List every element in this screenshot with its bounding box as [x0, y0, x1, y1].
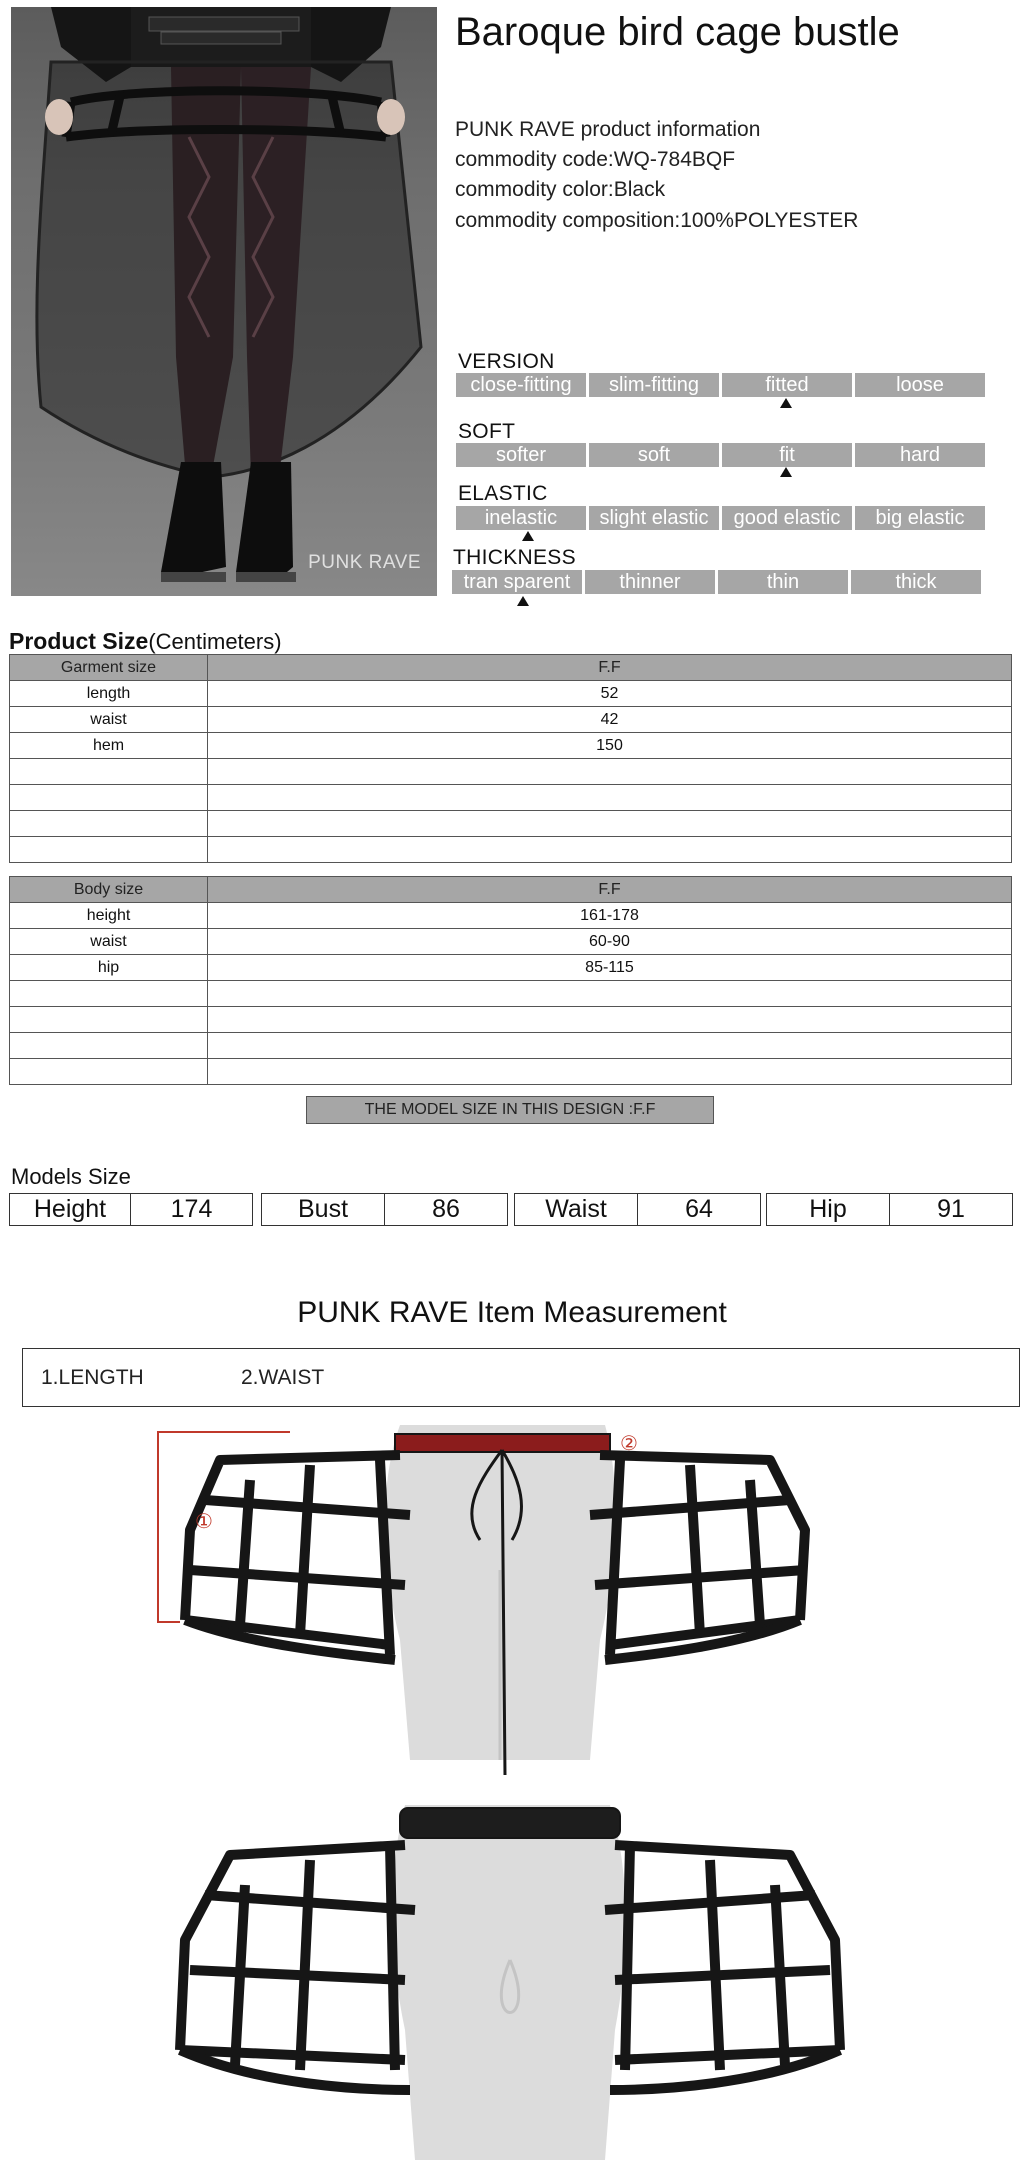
photo-watermark: PUNK RAVE: [308, 552, 421, 573]
table-row: [10, 785, 1012, 811]
models-size-waist: [514, 1193, 761, 1226]
measurement-photo-back-illustration: [160, 1800, 860, 2160]
table-header-row: [10, 655, 1012, 681]
body-size-table: [9, 876, 1012, 1085]
models-size-value: 86: [385, 1193, 508, 1226]
table-cell: [208, 981, 1012, 1007]
table-cell: [10, 837, 208, 863]
elastic-scale: [456, 506, 985, 530]
table-cell: [208, 811, 1012, 837]
models-size-value: 174: [131, 1193, 253, 1226]
commodity-color-label: commodity color:: [455, 178, 614, 201]
commodity-code-line: [455, 148, 735, 172]
length-marker: ①: [195, 1509, 213, 1533]
models-size-height: [9, 1193, 253, 1226]
version-option: close-fitting: [456, 373, 586, 397]
table-cell: [10, 785, 208, 811]
elastic-selected-marker-icon: [522, 531, 534, 541]
model-size-note: THE MODEL SIZE IN THIS DESIGN :F.F: [306, 1096, 714, 1124]
models-size-label: Waist: [514, 1193, 638, 1226]
table-cell: [10, 759, 208, 785]
models-size-label: Bust: [261, 1193, 385, 1226]
measurement-legend: [22, 1348, 1020, 1407]
version-label: VERSION: [458, 350, 555, 373]
table-cell: waist: [10, 707, 208, 733]
table-cell: 85-115: [208, 955, 1012, 981]
table-row: [10, 707, 1012, 733]
table-header-row: [10, 877, 1012, 903]
table-row: [10, 811, 1012, 837]
table-cell: [10, 1033, 208, 1059]
elastic-option: inelastic: [456, 506, 586, 530]
thickness-selected-marker-icon: [517, 596, 529, 606]
info-heading: PUNK RAVE product information: [455, 118, 761, 141]
table-cell: [208, 837, 1012, 863]
table-cell: [208, 1059, 1012, 1085]
soft-option: hard: [855, 443, 985, 467]
thickness-option: thinner: [585, 570, 715, 594]
table-row: [10, 733, 1012, 759]
version-option: fitted: [722, 373, 852, 397]
table-cell: [10, 1059, 208, 1085]
measurement-photo-front: [150, 1420, 850, 1780]
models-size-bust: [261, 1193, 508, 1226]
commodity-composition-line: [455, 209, 858, 233]
version-selected-marker-icon: [780, 398, 792, 408]
table-cell: [208, 759, 1012, 785]
models-size-heading: Models Size: [11, 1164, 131, 1189]
garment-size-table: [9, 654, 1012, 863]
soft-scale: [456, 443, 985, 467]
thickness-option: thick: [851, 570, 981, 594]
table-cell: 42: [208, 707, 1012, 733]
elastic-label: ELASTIC: [458, 482, 548, 505]
table-cell: [208, 1033, 1012, 1059]
table-cell: [10, 981, 208, 1007]
thickness-label: THICKNESS: [453, 546, 576, 569]
elastic-option: good elastic: [722, 506, 852, 530]
table-cell: [208, 785, 1012, 811]
product-photo-illustration: [11, 7, 437, 596]
table-cell: length: [10, 681, 208, 707]
waist-marker: ②: [620, 1431, 638, 1455]
thickness-option: thin: [718, 570, 848, 594]
commodity-code-value: WQ-784BQF: [613, 148, 736, 171]
table-cell: hip: [10, 955, 208, 981]
table-row: [10, 759, 1012, 785]
version-scale: [456, 373, 985, 397]
soft-option: soft: [589, 443, 719, 467]
soft-option: fit: [722, 443, 852, 467]
commodity-color-line: [455, 178, 665, 202]
models-size-label: Hip: [766, 1193, 890, 1226]
table-cell: 60-90: [208, 929, 1012, 955]
product-photo: [11, 7, 437, 596]
thickness-scale: [452, 570, 981, 594]
table-row: [10, 1007, 1012, 1033]
table-row: [10, 837, 1012, 863]
commodity-code-label: commodity code:: [455, 148, 614, 171]
table-header-cell: F.F: [208, 655, 1012, 681]
measurement-photo-back: [160, 1800, 860, 2160]
table-header-cell: F.F: [208, 877, 1012, 903]
product-title: Baroque bird cage bustle: [455, 10, 900, 54]
soft-label: SOFT: [458, 420, 516, 443]
product-size-heading-text: Product Size: [9, 628, 149, 654]
table-cell: [208, 1007, 1012, 1033]
models-size-label: Height: [9, 1193, 131, 1226]
elastic-option: slight elastic: [589, 506, 719, 530]
product-size-unit: (Centimeters): [148, 629, 282, 654]
models-size-hip: [766, 1193, 1013, 1226]
table-cell: waist: [10, 929, 208, 955]
soft-option: softer: [456, 443, 586, 467]
measurement-item-waist: 2.WAIST: [241, 1365, 325, 1389]
table-row: [10, 903, 1012, 929]
table-cell: [10, 811, 208, 837]
commodity-color-value: Black: [613, 178, 666, 201]
table-row: [10, 681, 1012, 707]
table-cell: height: [10, 903, 208, 929]
table-cell: 52: [208, 681, 1012, 707]
table-row: [10, 929, 1012, 955]
table-row: [10, 1033, 1012, 1059]
commodity-composition-label: commodity composition:: [455, 209, 681, 232]
version-option: slim-fitting: [589, 373, 719, 397]
measurement-photo-front-illustration: [150, 1420, 850, 1780]
elastic-option: big elastic: [855, 506, 985, 530]
measurement-title: PUNK RAVE Item Measurement: [297, 1296, 727, 1329]
measurement-item-length: 1.LENGTH: [41, 1365, 144, 1389]
table-cell: [10, 1007, 208, 1033]
thickness-option: tran sparent: [452, 570, 582, 594]
soft-selected-marker-icon: [780, 467, 792, 477]
table-row: [10, 981, 1012, 1007]
product-size-heading: [9, 628, 282, 655]
table-row: [10, 955, 1012, 981]
models-size-value: 91: [890, 1193, 1013, 1226]
table-row: [10, 1059, 1012, 1085]
commodity-composition-value: 100%POLYESTER: [680, 209, 859, 232]
table-cell: 161-178: [208, 903, 1012, 929]
table-header-cell: Body size: [10, 877, 208, 903]
table-cell: hem: [10, 733, 208, 759]
models-size-value: 64: [638, 1193, 761, 1226]
table-cell: 150: [208, 733, 1012, 759]
table-header-cell: Garment size: [10, 655, 208, 681]
version-option: loose: [855, 373, 985, 397]
